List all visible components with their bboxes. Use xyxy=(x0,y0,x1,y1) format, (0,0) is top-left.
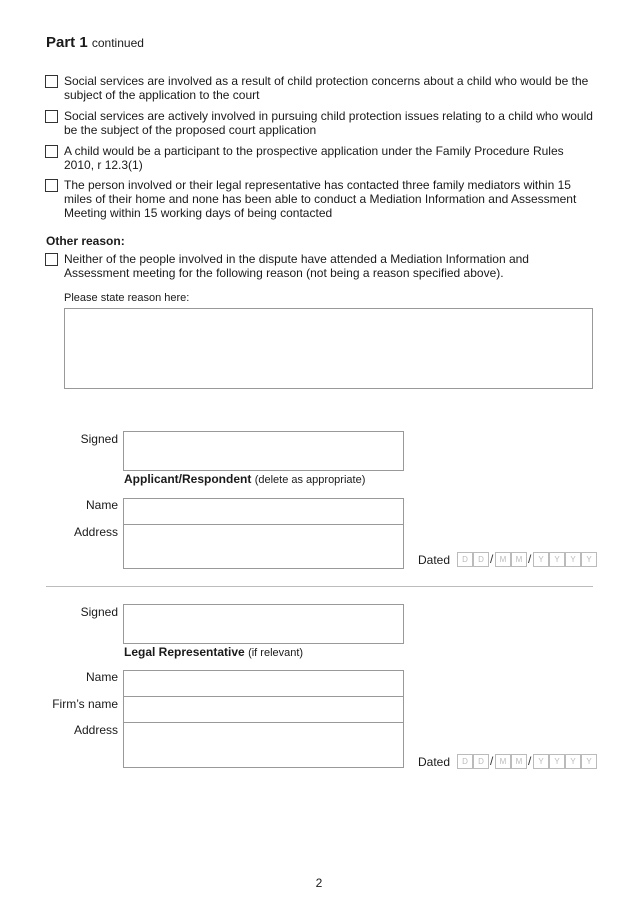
checkbox-child-participant[interactable] xyxy=(45,145,58,158)
legal-rep-date-year-3[interactable]: Y xyxy=(565,754,581,769)
applicant-date-year-4[interactable]: Y xyxy=(581,552,597,567)
checkbox-mediators-contacted[interactable] xyxy=(45,179,58,192)
applicant-date-separator-2: / xyxy=(528,552,532,566)
part-suffix: continued xyxy=(91,36,144,50)
legal-rep-role-label xyxy=(124,645,303,659)
checkbox-other-reason[interactable] xyxy=(45,253,58,266)
legal-rep-date-day-2[interactable]: D xyxy=(473,754,489,769)
applicant-name-label: Name xyxy=(85,498,118,512)
applicant-role-label xyxy=(124,472,365,486)
applicant-role-note: (delete as appropriate) xyxy=(254,474,366,486)
legal-rep-firm-field[interactable] xyxy=(123,696,404,723)
legal-rep-role: Legal Representative xyxy=(124,645,245,659)
legal-rep-name-label: Name xyxy=(85,670,118,684)
legal-rep-name-field[interactable] xyxy=(123,670,404,697)
legal-rep-address-label: Address xyxy=(73,723,118,737)
applicant-date-day-2[interactable]: D xyxy=(473,552,489,567)
applicant-address-field[interactable] xyxy=(123,524,404,569)
page-heading xyxy=(46,34,144,51)
applicant-date-year-2[interactable]: Y xyxy=(549,552,565,567)
legal-rep-dated-label: Dated xyxy=(418,755,451,769)
option-other-reason: Neither of the people involved in the dispute have attended a Mediation Information and Assessment meeting for the following reason (not being a reason specified above). xyxy=(64,252,529,280)
legal-rep-date-day-1[interactable]: D xyxy=(457,754,473,769)
other-reason-heading: Other reason: xyxy=(46,234,125,248)
applicant-date-month-1[interactable]: M xyxy=(495,552,511,567)
legal-rep-address-field[interactable] xyxy=(123,722,404,768)
applicant-name-field[interactable] xyxy=(123,498,404,525)
option-child-participant: A child would be a participant to the prospective application under the Family Procedure Rules 2010, r 12.3(1) xyxy=(64,144,564,172)
option-social-services-active: Social services are actively involved in pursuing child protection issues relating to a child who would be the subject of the proposed court application xyxy=(64,109,593,137)
legal-rep-date-month-1[interactable]: M xyxy=(495,754,511,769)
applicant-date-month-2[interactable]: M xyxy=(511,552,527,567)
legal-rep-date-year-4[interactable]: Y xyxy=(581,754,597,769)
legal-rep-date-month-2[interactable]: M xyxy=(511,754,527,769)
part-title: Part 1 xyxy=(46,34,88,51)
applicant-date-day-1[interactable]: D xyxy=(457,552,473,567)
legal-rep-date-separator-2: / xyxy=(528,754,532,768)
page-number: 2 xyxy=(315,876,323,890)
legal-rep-firm-label: Firm’s name xyxy=(52,697,118,711)
legal-rep-signature-field[interactable] xyxy=(123,604,404,644)
applicant-date-separator-1: / xyxy=(490,552,494,566)
applicant-address-label: Address xyxy=(73,525,118,539)
applicant-date-year-1[interactable]: Y xyxy=(533,552,549,567)
option-mediators-contacted: The person involved or their legal representative has contacted three family mediators within 15 miles of their home and none has been able to conduct a Mediation Information and Assessment Meeting within 15 working days of being contacted xyxy=(64,178,577,220)
applicant-date-year-3[interactable]: Y xyxy=(565,552,581,567)
applicant-signed-label: Signed xyxy=(80,432,118,446)
legal-rep-date-year-2[interactable]: Y xyxy=(549,754,565,769)
reason-textarea[interactable] xyxy=(64,308,593,389)
applicant-role: Applicant/Respondent xyxy=(124,472,252,486)
applicant-signature-field[interactable] xyxy=(123,431,404,471)
legal-rep-date-year-1[interactable]: Y xyxy=(533,754,549,769)
checkbox-social-services-concerns[interactable] xyxy=(45,75,58,88)
section-divider xyxy=(46,586,593,587)
legal-rep-signed-label: Signed xyxy=(80,605,118,619)
legal-rep-role-note: (if relevant) xyxy=(248,647,304,659)
legal-rep-date-separator-1: / xyxy=(490,754,494,768)
checkbox-social-services-active[interactable] xyxy=(45,110,58,123)
reason-prompt: Please state reason here: xyxy=(64,292,190,304)
applicant-dated-label: Dated xyxy=(418,553,451,567)
option-social-services-concerns: Social services are involved as a result of child protection concerns about a child who would be the subject of the application to the court xyxy=(64,74,589,102)
